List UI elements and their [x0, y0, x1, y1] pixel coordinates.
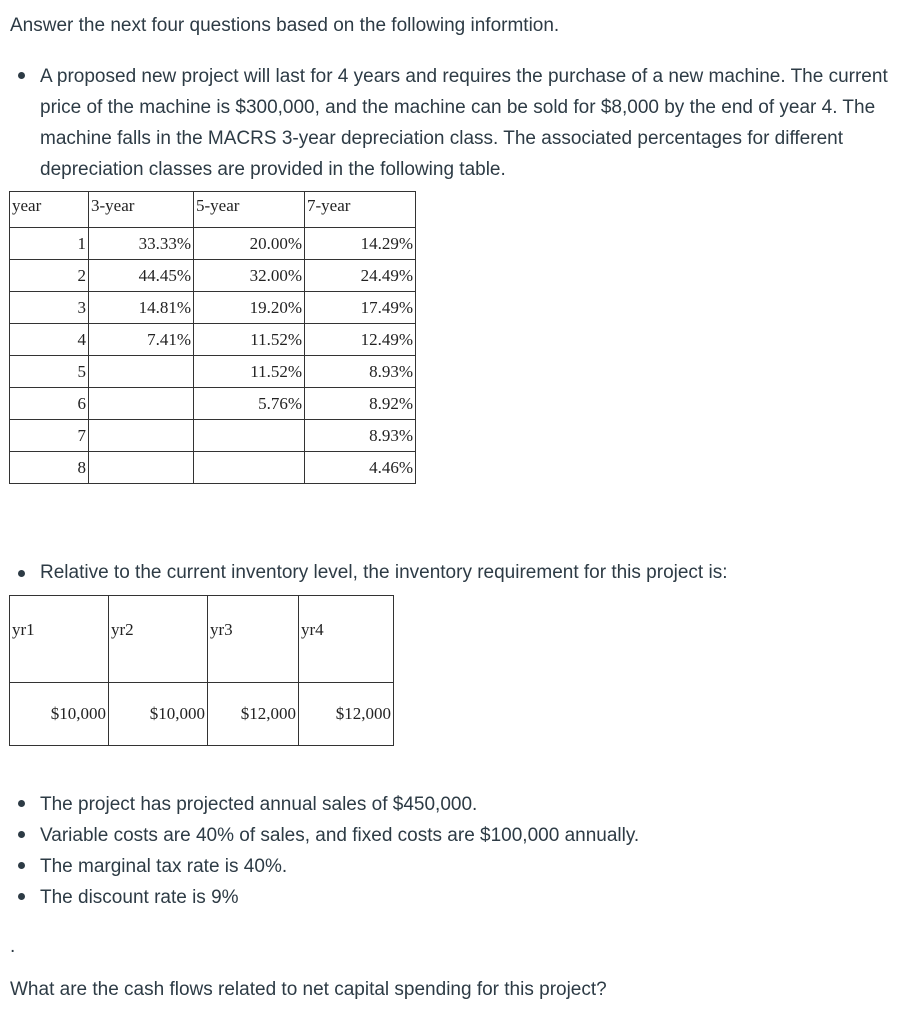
table-cell: 8	[10, 452, 89, 484]
table-cell: 8.93%	[305, 420, 416, 452]
table-row	[10, 260, 416, 292]
project-info-list	[40, 61, 900, 185]
header-cell: yr1	[10, 596, 109, 683]
cost-info-list	[40, 789, 639, 913]
table-cell: 24.49%	[305, 260, 416, 292]
table-row	[10, 324, 416, 356]
table-cell: 11.52%	[194, 356, 305, 388]
table-cell: 5	[10, 356, 89, 388]
table-row	[10, 683, 394, 746]
table-cell: 33.33%	[89, 228, 194, 260]
list-item: The marginal tax rate is 40%.	[40, 851, 639, 882]
table-cell: 4.46%	[305, 452, 416, 484]
table-header-row	[10, 192, 416, 228]
table-cell: 11.52%	[194, 324, 305, 356]
table-cell	[194, 420, 305, 452]
table-cell: 6	[10, 388, 89, 420]
header-cell: 3-year	[89, 192, 194, 228]
table-cell: 3	[10, 292, 89, 324]
table-row	[10, 228, 416, 260]
table-row	[10, 356, 416, 388]
table-cell	[89, 388, 194, 420]
table-cell	[89, 420, 194, 452]
header-cell: yr4	[299, 596, 394, 683]
table-cell: 14.29%	[305, 228, 416, 260]
table-cell	[89, 356, 194, 388]
table-cell: 5.76%	[194, 388, 305, 420]
table-cell: 19.20%	[194, 292, 305, 324]
table-cell: $12,000	[208, 683, 299, 746]
table-cell	[89, 452, 194, 484]
intro-text: Answer the next four questions based on the following informtion.	[10, 15, 560, 36]
table-cell: 17.49%	[305, 292, 416, 324]
table-cell: 8.93%	[305, 356, 416, 388]
table-cell: 2	[10, 260, 89, 292]
table-row	[10, 452, 416, 484]
table-cell: 7.41%	[89, 324, 194, 356]
inventory-info-list	[40, 559, 728, 587]
table-cell: 14.81%	[89, 292, 194, 324]
table-cell: 1	[10, 228, 89, 260]
header-cell: yr3	[208, 596, 299, 683]
table-row	[10, 388, 416, 420]
list-item: The discount rate is 9%	[40, 882, 639, 913]
stray-mark: .	[10, 936, 16, 957]
list-item: Variable costs are 40% of sales, and fixed costs are $100,000 annually.	[40, 820, 639, 851]
inventory-table	[9, 595, 394, 746]
table-cell: 44.45%	[89, 260, 194, 292]
table-cell: $10,000	[10, 683, 109, 746]
question-text: What are the cash flows related to net capital spending for this project?	[10, 979, 607, 1000]
table-cell: 7	[10, 420, 89, 452]
header-cell: year	[10, 192, 89, 228]
table-cell: $12,000	[299, 683, 394, 746]
table-row	[10, 292, 416, 324]
table-cell	[194, 452, 305, 484]
table-cell: 4	[10, 324, 89, 356]
header-cell: yr2	[109, 596, 208, 683]
table-cell: $10,000	[109, 683, 208, 746]
list-item: The project has projected annual sales of $450,000.	[40, 789, 639, 820]
table-cell: 32.00%	[194, 260, 305, 292]
list-item: A proposed new project will last for 4 years and requires the purchase of a new machine. The current price of the machine is $300,000, and the machine can be sold for $8,000 by the end of year 4. The machine falls in the MACRS 3-year depreciation class. The associated percentages for different depreciation classes are provided in the following table.	[40, 61, 900, 185]
list-item: Relative to the current inventory level, the inventory requirement for this project is:	[40, 559, 728, 587]
table-header-row	[10, 596, 394, 683]
table-row	[10, 420, 416, 452]
header-cell: 5-year	[194, 192, 305, 228]
header-cell: 7-year	[305, 192, 416, 228]
table-cell: 20.00%	[194, 228, 305, 260]
table-cell: 8.92%	[305, 388, 416, 420]
macrs-table	[9, 191, 416, 484]
table-cell: 12.49%	[305, 324, 416, 356]
